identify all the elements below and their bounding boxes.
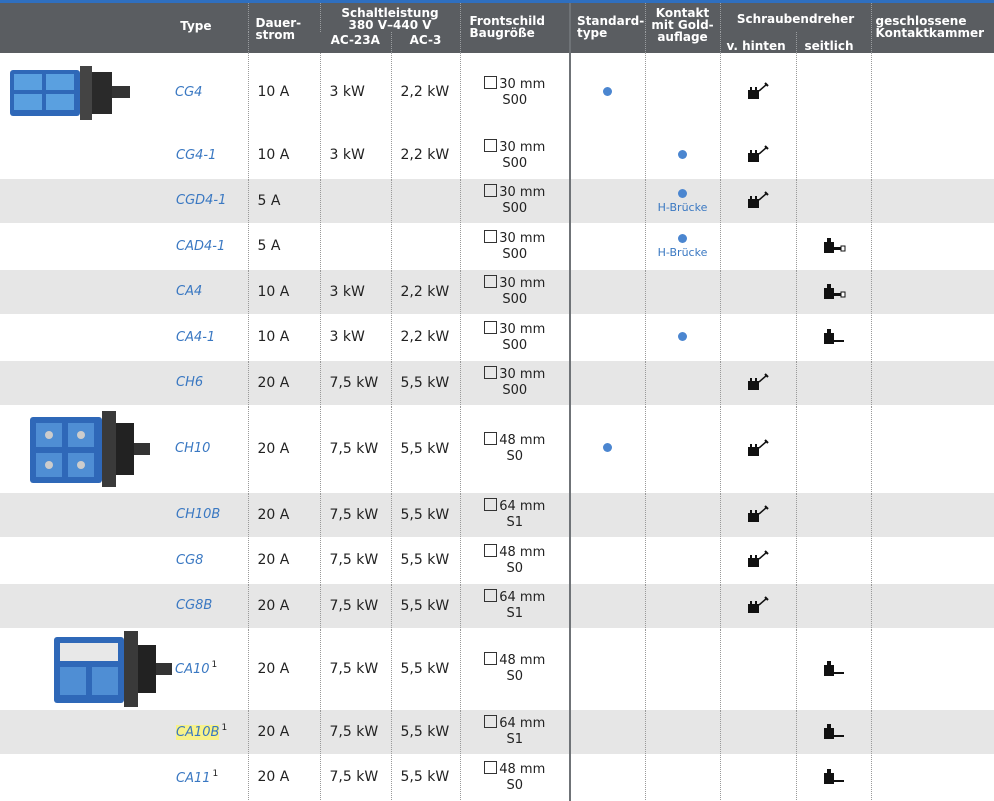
type-name: CG4: [175, 84, 203, 100]
screwdriver-side-icon: [821, 282, 847, 302]
cell-kontakt-gold: [645, 628, 720, 709]
cell-dauerstrom: 20 A: [248, 583, 320, 628]
cell-dauerstrom: 10 A: [248, 53, 320, 132]
cell-dauerstrom: 20 A: [248, 360, 320, 405]
cell-ac23a: 3 kW: [320, 314, 391, 360]
cell-v-hinten: [720, 628, 796, 709]
cell-standardtype: [570, 537, 645, 583]
cell-ac3: 5,5 kW: [391, 754, 460, 800]
cell-kontaktkammer: [871, 537, 994, 583]
header-dauerstrom: Dauer- strom: [248, 3, 320, 53]
cell-kontakt-gold: H-Brücke: [645, 178, 720, 223]
screwdriver-rear-icon: [746, 145, 770, 165]
cell-v-hinten: [720, 583, 796, 628]
cell-kontaktkammer: [871, 360, 994, 405]
cell-ac3: [391, 178, 460, 223]
cell-seitlich: [796, 709, 871, 754]
table-row: [0, 178, 994, 223]
cell-v-hinten: [720, 269, 796, 314]
cell-frontschild: 30 mm S00: [460, 269, 570, 314]
cell-kontaktkammer: [871, 405, 994, 492]
cell-kontakt-gold: [645, 754, 720, 800]
cell-ac23a: 7,5 kW: [320, 583, 391, 628]
table-row: [0, 583, 994, 628]
cell-kontaktkammer: [871, 132, 994, 178]
cell-frontschild: 48 mm S0: [460, 537, 570, 583]
header-schaltleistung: Schaltleistung 380 V–440 V: [320, 3, 460, 32]
header-kontaktkammer: geschlossene Kontaktkammer: [871, 3, 994, 53]
table-row: [0, 360, 994, 405]
screwdriver-side-icon: [821, 236, 847, 256]
cell-dauerstrom: 20 A: [248, 628, 320, 709]
cell-ac3: 5,5 kW: [391, 628, 460, 709]
header-schraubendreher: Schraubendreher: [720, 3, 871, 32]
cell-ac3: 5,5 kW: [391, 360, 460, 405]
cell-frontschild: 48 mm S0: [460, 628, 570, 709]
header-frontschild: Frontschild Baugröße: [460, 3, 570, 53]
cell-ac23a: 3 kW: [320, 269, 391, 314]
cell-frontschild: 64 mm S1: [460, 709, 570, 754]
cell-v-hinten: [720, 492, 796, 537]
cell-type: [0, 178, 248, 223]
cell-ac3: [391, 223, 460, 269]
table-body: [0, 53, 994, 800]
cell-ac3: 2,2 kW: [391, 132, 460, 178]
header-standardtype: Standard- type: [570, 3, 645, 53]
dot-icon: [678, 332, 687, 341]
cell-dauerstrom: 10 A: [248, 269, 320, 314]
type-name: CG4-1: [176, 147, 217, 163]
cell-v-hinten: [720, 360, 796, 405]
header-ac3: AC-3: [391, 32, 460, 53]
cell-seitlich: [796, 537, 871, 583]
screwdriver-rear-icon: [746, 596, 770, 616]
cell-kontakt-gold: [645, 492, 720, 537]
header-type: Type: [0, 3, 248, 53]
square-icon: [484, 432, 497, 445]
cell-ac3: 5,5 kW: [391, 709, 460, 754]
cell-frontschild: 30 mm S00: [460, 132, 570, 178]
type-name: CA4: [176, 284, 203, 299]
cell-frontschild: 48 mm S0: [460, 754, 570, 800]
cell-standardtype: [570, 492, 645, 537]
cell-frontschild: 30 mm S00: [460, 178, 570, 223]
screwdriver-rear-icon: [746, 373, 770, 393]
type-name: CG8B: [176, 598, 213, 613]
cell-type: [0, 709, 248, 754]
dot-icon: [603, 87, 612, 96]
type-name: CA10: [175, 662, 210, 677]
cell-dauerstrom: 20 A: [248, 537, 320, 583]
cell-dauerstrom: 20 A: [248, 492, 320, 537]
cell-seitlich: [796, 360, 871, 405]
cell-ac3: 5,5 kW: [391, 405, 460, 492]
cell-ac23a: 3 kW: [320, 53, 391, 132]
header-v-hinten: v. hinten: [720, 32, 796, 53]
cell-ac3: 5,5 kW: [391, 583, 460, 628]
table-row: [0, 269, 994, 314]
cell-standardtype: [570, 709, 645, 754]
cell-frontschild: 30 mm S00: [460, 53, 570, 132]
cell-kontaktkammer: [871, 583, 994, 628]
dot-icon: [678, 189, 687, 198]
cell-ac3: 2,2 kW: [391, 269, 460, 314]
table-row: [0, 223, 994, 269]
screwdriver-side-icon: [821, 767, 847, 787]
table-row: [0, 492, 994, 537]
cell-kontaktkammer: [871, 628, 994, 709]
cell-kontakt-gold: [645, 360, 720, 405]
header-kontakt-gold: Kontakt mit Gold- auflage: [645, 3, 720, 53]
cell-kontaktkammer: [871, 314, 994, 360]
cell-kontakt-gold: [645, 314, 720, 360]
cell-ac23a: 7,5 kW: [320, 405, 391, 492]
cell-dauerstrom: 20 A: [248, 405, 320, 492]
cell-frontschild: 30 mm S00: [460, 314, 570, 360]
dot-icon: [678, 234, 687, 243]
cell-v-hinten: [720, 754, 796, 800]
cell-standardtype: [570, 754, 645, 800]
square-icon: [484, 139, 497, 152]
cell-kontakt-gold: [645, 132, 720, 178]
screwdriver-side-icon: [821, 722, 847, 742]
footnote-mark: 1: [211, 660, 218, 670]
screwdriver-side-icon: [821, 327, 847, 347]
cell-ac23a: 7,5 kW: [320, 754, 391, 800]
cell-type: [0, 405, 248, 492]
table-row: [0, 314, 994, 360]
cell-dauerstrom: 10 A: [248, 314, 320, 360]
header-seitlich: seitlich: [796, 32, 871, 53]
cell-type: [0, 132, 248, 178]
square-icon: [484, 366, 497, 379]
cell-standardtype: [570, 360, 645, 405]
cell-seitlich: [796, 583, 871, 628]
cell-dauerstrom: 10 A: [248, 132, 320, 178]
cell-kontaktkammer: [871, 754, 994, 800]
cell-seitlich: [796, 53, 871, 132]
cell-standardtype: [570, 53, 645, 132]
cell-frontschild: 64 mm S1: [460, 492, 570, 537]
cell-type: [0, 269, 248, 314]
cell-kontaktkammer: [871, 269, 994, 314]
square-icon: [484, 321, 497, 334]
cell-seitlich: [796, 132, 871, 178]
cell-kontakt-gold: [645, 269, 720, 314]
cell-seitlich: [796, 492, 871, 537]
cell-seitlich: [796, 269, 871, 314]
cell-dauerstrom: 20 A: [248, 709, 320, 754]
cell-standardtype: [570, 269, 645, 314]
square-icon: [484, 652, 497, 665]
cell-ac23a: 7,5 kW: [320, 492, 391, 537]
cell-ac23a: [320, 178, 391, 223]
table-row: [0, 53, 994, 132]
type-name: CA4-1: [176, 329, 216, 345]
cell-kontakt-gold: [645, 405, 720, 492]
square-icon: [484, 76, 497, 89]
cell-v-hinten: [720, 537, 796, 583]
cell-v-hinten: [720, 223, 796, 269]
cell-standardtype: [570, 628, 645, 709]
table-row: [0, 628, 994, 709]
cell-frontschild: 30 mm S00: [460, 360, 570, 405]
screwdriver-rear-icon: [746, 191, 770, 211]
cell-standardtype: [570, 405, 645, 492]
type-name: CH10B: [176, 507, 221, 522]
cell-ac23a: 7,5 kW: [320, 360, 391, 405]
cell-standardtype: [570, 314, 645, 360]
cell-ac23a: [320, 223, 391, 269]
square-icon: [484, 184, 497, 197]
cell-kontaktkammer: [871, 178, 994, 223]
cell-v-hinten: [720, 405, 796, 492]
cell-ac3: 2,2 kW: [391, 53, 460, 132]
screwdriver-side-icon: [821, 659, 847, 679]
cell-type: [0, 223, 248, 269]
cell-v-hinten: [720, 314, 796, 360]
header-ac23a: AC-23A: [320, 32, 391, 53]
type-name: CH6: [176, 375, 204, 390]
cell-kontakt-gold: [645, 709, 720, 754]
screwdriver-rear-icon: [746, 439, 770, 459]
cell-type: [0, 628, 248, 709]
cell-v-hinten: [720, 132, 796, 178]
cell-frontschild: 64 mm S1: [460, 583, 570, 628]
cell-dauerstrom: 5 A: [248, 178, 320, 223]
cell-dauerstrom: 20 A: [248, 754, 320, 800]
cell-type: [0, 314, 248, 360]
dot-icon: [678, 150, 687, 159]
cell-type: [0, 537, 248, 583]
table-header: [0, 3, 994, 53]
square-icon: [484, 544, 497, 557]
cell-kontaktkammer: [871, 53, 994, 132]
cell-standardtype: [570, 583, 645, 628]
cell-kontaktkammer: [871, 492, 994, 537]
square-icon: [484, 275, 497, 288]
cell-kontaktkammer: [871, 709, 994, 754]
cell-seitlich: [796, 628, 871, 709]
square-icon: [484, 498, 497, 511]
cell-frontschild: 48 mm S0: [460, 405, 570, 492]
cell-kontaktkammer: [871, 223, 994, 269]
switch-spec-table: [0, 3, 994, 801]
cell-kontakt-gold: [645, 537, 720, 583]
cell-kontakt-gold: [645, 583, 720, 628]
square-icon: [484, 230, 497, 243]
footnote-mark: 1: [221, 723, 228, 733]
cell-type: [0, 583, 248, 628]
cell-ac23a: 7,5 kW: [320, 709, 391, 754]
cell-ac3: 5,5 kW: [391, 492, 460, 537]
square-icon: [484, 715, 497, 728]
cell-seitlich: [796, 754, 871, 800]
cell-type: [0, 360, 248, 405]
screwdriver-rear-icon: [746, 82, 770, 102]
cell-seitlich: [796, 178, 871, 223]
cell-seitlich: [796, 223, 871, 269]
cell-v-hinten: [720, 53, 796, 132]
cell-standardtype: [570, 223, 645, 269]
screwdriver-rear-icon: [746, 550, 770, 570]
type-name: CG8: [176, 552, 204, 568]
table-row: [0, 537, 994, 583]
type-name: CH10: [175, 441, 211, 456]
footnote-mark: 1: [212, 768, 219, 779]
cell-seitlich: [796, 405, 871, 492]
cell-ac3: 2,2 kW: [391, 314, 460, 360]
table-row: [0, 709, 994, 754]
cell-standardtype: [570, 178, 645, 223]
cell-kontakt-gold: [645, 53, 720, 132]
type-name: CGD4-1: [176, 193, 227, 208]
table-row: [0, 754, 994, 800]
cell-standardtype: [570, 132, 645, 178]
table-row: [0, 405, 994, 492]
table-row: [0, 132, 994, 178]
cell-dauerstrom: 5 A: [248, 223, 320, 269]
cell-frontschild: 30 mm S00: [460, 223, 570, 269]
cell-kontakt-gold: H-Brücke: [645, 223, 720, 269]
cell-ac23a: 3 kW: [320, 132, 391, 178]
square-icon: [484, 589, 497, 602]
cell-v-hinten: [720, 709, 796, 754]
cell-seitlich: [796, 314, 871, 360]
type-name: CAD4-1: [176, 238, 226, 254]
type-name: CA11: [176, 770, 211, 786]
screwdriver-rear-icon: [746, 505, 770, 525]
dot-icon: [603, 443, 612, 452]
cell-type: [0, 53, 248, 132]
type-name: CA10B: [176, 725, 220, 740]
cell-ac23a: 7,5 kW: [320, 537, 391, 583]
cell-ac23a: 7,5 kW: [320, 628, 391, 709]
cell-ac3: 5,5 kW: [391, 537, 460, 583]
cell-v-hinten: [720, 178, 796, 223]
square-icon: [484, 761, 497, 774]
cell-type: [0, 492, 248, 537]
cell-type: [0, 754, 248, 800]
